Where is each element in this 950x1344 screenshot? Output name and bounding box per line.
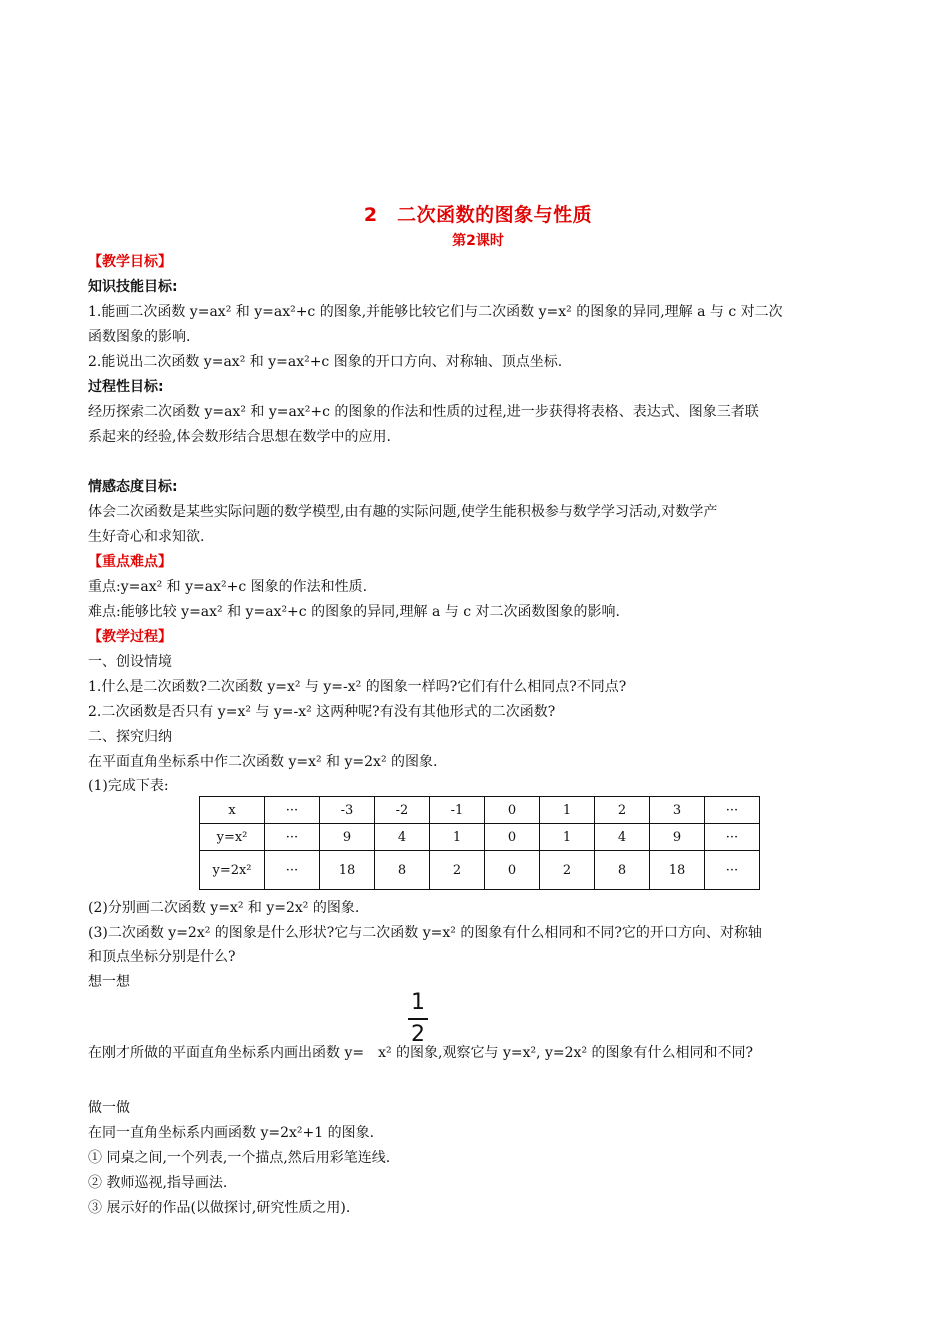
knowledge-text: 1.能画二次函数 y=ax² 和 y=ax²+c 的图象,并能够比较它们与二次函数 y=x² 的图象的异同,理解 a 与 c 对二次: [88, 304, 783, 320]
think-heading: 想一想: [88, 974, 130, 990]
key-point: 重点:y=ax² 和 y=ax²+c 图象的作法和性质.: [88, 579, 368, 595]
table-cell: -1: [430, 797, 485, 824]
table-cell: x: [200, 797, 265, 824]
table-cell: 2: [540, 851, 595, 890]
table-cell: ···: [705, 797, 760, 824]
table-cell: 9: [320, 824, 375, 851]
table-cell: -2: [375, 797, 430, 824]
value-table: [199, 796, 760, 890]
instruction: (3)二次函数 y=2x² 的图象是什么形状?它与二次函数 y=x² 的图象有什么相同和不同?它的开口方向、对称轴: [88, 925, 762, 941]
process-goal-text: 系起来的经验,体会数形结合思想在数学中的应用.: [88, 429, 391, 445]
table-cell: 4: [375, 824, 430, 851]
emotion-text: 体会二次函数是某些实际问题的数学模型,由有趣的实际问题,使学生能积极参与数学学习活动,对数学产: [88, 504, 718, 520]
list-item: ③ 展示好的作品(以做探讨,研究性质之用).: [88, 1200, 351, 1216]
difficult-point: 难点:能够比较 y=ax² 和 y=ax²+c 的图象的异同,理解 a 与 c 对二次函数图象的影响.: [88, 604, 620, 620]
table-cell: 1: [540, 824, 595, 851]
section-heading: 二、探究归纳: [88, 729, 172, 745]
table-cell: 1: [430, 824, 485, 851]
think-text-after: x² 的图象,观察它与 y=x², y=2x² 的图象有什么相同和不同?: [378, 1045, 754, 1061]
emotion-text: 生好奇心和求知欲.: [88, 529, 205, 545]
table-cell: 18: [650, 851, 705, 890]
table-cell: 0: [485, 797, 540, 824]
knowledge-header: 知识技能目标:: [88, 279, 178, 295]
table-row: [200, 797, 760, 824]
table-cell: 2: [595, 797, 650, 824]
table-cell: 0: [485, 851, 540, 890]
page-subtitle: 第2课时: [452, 233, 504, 249]
instruction: 在同一直角坐标系内画函数 y=2x²+1 的图象.: [88, 1125, 375, 1141]
table-cell: 3: [650, 797, 705, 824]
table-row: [200, 851, 760, 890]
instruction: 在平面直角坐标系中作二次函数 y=x² 和 y=2x² 的图象.: [88, 754, 438, 770]
table-cell: 8: [595, 851, 650, 890]
table-cell: y=x²: [200, 824, 265, 851]
list-item: ① 同桌之间,一个列表,一个描点,然后用彩笔连线.: [88, 1150, 391, 1166]
instruction: (2)分别画二次函数 y=x² 和 y=2x² 的图象.: [88, 900, 360, 916]
think-text-before: 在刚才所做的平面直角坐标系内画出函数 y=: [88, 1045, 365, 1061]
table-cell: 18: [320, 851, 375, 890]
table-cell: 1: [540, 797, 595, 824]
table-cell: 9: [650, 824, 705, 851]
instruction: 和顶点坐标分别是什么?: [88, 949, 236, 965]
fraction-bar: [408, 1018, 428, 1020]
table-cell: 2: [430, 851, 485, 890]
table-cell: ···: [265, 797, 320, 824]
emotion-header: 情感态度目标:: [88, 479, 178, 495]
question: 1.什么是二次函数?二次函数 y=x² 与 y=-x² 的图象一样吗?它们有什么相同点?不同点?: [88, 679, 627, 695]
fraction-numerator: 1: [411, 990, 425, 1015]
section-heading: 一、创设情境: [88, 654, 172, 670]
table-cell: ···: [705, 824, 760, 851]
instruction: (1)完成下表:: [88, 778, 169, 794]
page-title: 2 二次函数的图象与性质: [363, 204, 593, 226]
table-cell: 4: [595, 824, 650, 851]
teaching-process-header: 【教学过程】: [88, 629, 172, 645]
fraction-one-half: [408, 990, 428, 1048]
table-cell: 8: [375, 851, 430, 890]
process-goal-header: 过程性目标:: [88, 379, 164, 395]
do-heading: 做一做: [88, 1100, 130, 1116]
table-cell: ···: [265, 851, 320, 890]
process-goal-text: 经历探索二次函数 y=ax² 和 y=ax²+c 的图象的作法和性质的过程,进一步获得将表格、表达式、图象三者联: [88, 404, 759, 420]
table-cell: ···: [265, 824, 320, 851]
fraction-denominator: 2: [411, 1022, 425, 1047]
key-points-header: 【重点难点】: [88, 554, 172, 570]
goals-header: 【教学目标】: [88, 254, 172, 270]
table-cell: y=2x²: [200, 851, 265, 890]
question: 2.二次函数是否只有 y=x² 与 y=-x² 这两种呢?有没有其他形式的二次函数?: [88, 704, 556, 720]
think-text: [88, 1043, 753, 1063]
list-item: ② 教师巡视,指导画法.: [88, 1175, 228, 1191]
table-cell: -3: [320, 797, 375, 824]
knowledge-text: 2.能说出二次函数 y=ax² 和 y=ax²+c 图象的开口方向、对称轴、顶点坐标.: [88, 354, 563, 370]
knowledge-text: 函数图象的影响.: [88, 329, 191, 345]
table-cell: ···: [705, 851, 760, 890]
table-row: [200, 824, 760, 851]
table-cell: 0: [485, 824, 540, 851]
